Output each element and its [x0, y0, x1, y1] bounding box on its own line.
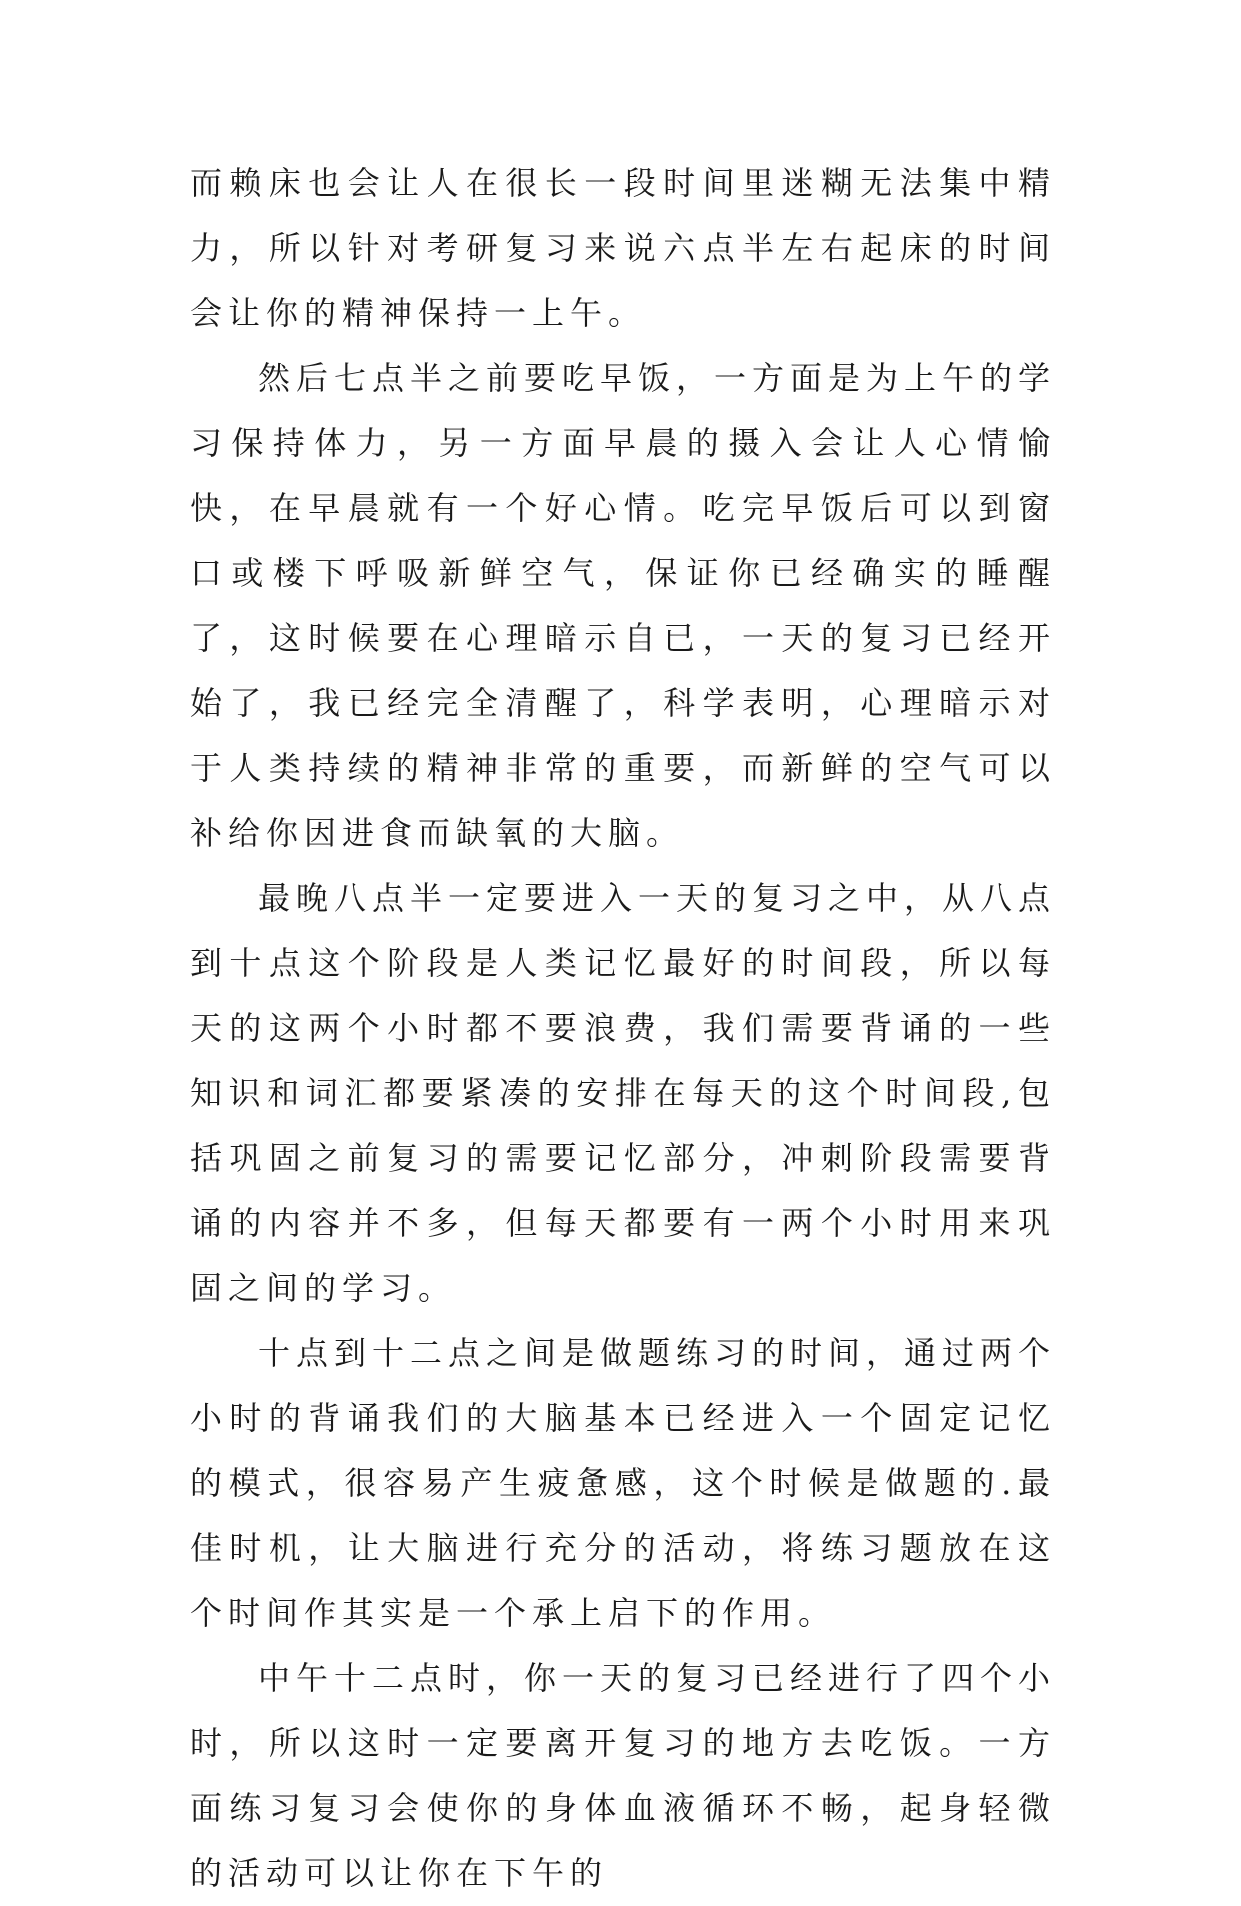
paragraph-5: 中午十二点时，你一天的复习已经进行了四个小时，所以这时一定要离开复习的地方去吃饭。一方面练习复习会使你的身体血液循环不畅，起身轻微的活动可以让你在下午的	[190, 1659, 1057, 1892]
document-body	[190, 151, 1056, 1906]
paragraph-4: 十点到十二点之间是做题练习的时间，通过两个小时的背诵我们的大脑基本已经进入一个固定记忆的模式，很容易产生疲惫感，这个时候是做题的.最佳时机，让大脑进行充分的活动，将练习题放在这个时间作其实是一个承上启下的作用。	[190, 1334, 1057, 1632]
paragraph-3: 最晚八点半一定要进入一天的复习之中，从八点到十点这个阶段是人类记忆最好的时间段，所以每天的这两个小时都不要浪费，我们需要背诵的一些知识和词汇都要紧凑的安排在每天的这个时间段,包括巩固之前复习的需要记忆部分，冲刺阶段需要背诵的内容并不多，但每天都要有一两个小时用来巩固之间的学习。	[190, 879, 1057, 1307]
paragraph-1: 而赖床也会让人在很长一段时间里迷糊无法集中精力，所以针对考研复习来说六点半左右起床的时间会让你的精神保持一上午。	[190, 164, 1056, 332]
paragraph-2: 然后七点半之前要吃早饭，一方面是为上午的学习保持体力，另一方面早晨的摄入会让人心情愉快，在早晨就有一个好心情。吃完早饭后可以到窗口或楼下呼吸新鲜空气，保证你已经确实的睡醒了，这时候要在心理暗示自已，一天的复习已经开始了，我已经完全清醒了，科学表明，心理暗示对于人类持续的精神非常的重要，而新鲜的空气可以补给你因进食而缺氧的大脑。	[190, 359, 1057, 852]
